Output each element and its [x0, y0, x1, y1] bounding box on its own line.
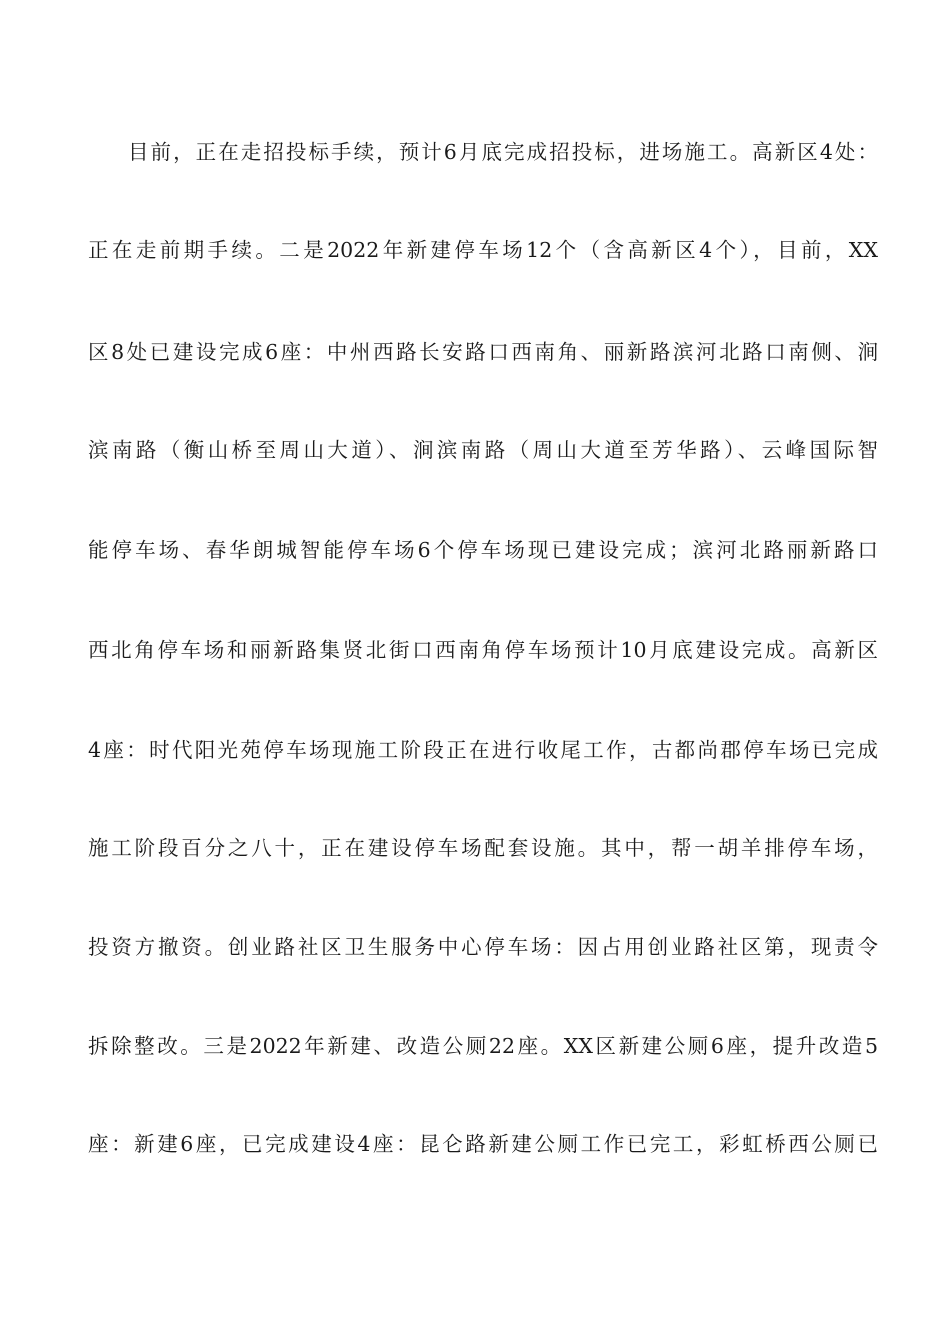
paragraph-line-5: 能停车场、春华朗城智能停车场6个停车场现已建设完成；滨河北路丽新路口 [88, 538, 878, 562]
paragraph-line-10: 拆除整改。三是2022年新建、改造公厕22座。XX区新建公厕6座，提升改造5 [88, 1034, 878, 1058]
paragraph-line-9: 投资方撤资。创业路社区卫生服务中心停车场：因占用创业路社区第，现责令 [88, 935, 878, 959]
paragraph-line-11: 座：新建6座，已完成建设4座：昆仑路新建公厕工作已完工，彩虹桥西公厕已 [88, 1132, 878, 1156]
paragraph-line-4: 滨南路（衡山桥至周山大道）、涧滨南路（周山大道至芳华路）、云峰国际智 [88, 438, 878, 462]
paragraph-line-7: 4座：时代阳光苑停车场现施工阶段正在进行收尾工作，古都尚郡停车场已完成 [88, 738, 878, 762]
paragraph-line-6: 西北角停车场和丽新路集贤北街口西南角停车场预计10月底建设完成。高新区 [88, 638, 878, 662]
paragraph-line-2: 正在走前期手续。二是2022年新建停车场12个（含高新区4个），目前，XX [88, 238, 878, 262]
paragraph-line-1: 目前，正在走招投标手续，预计6月底完成招投标，进场施工。高新区4处： [128, 140, 878, 164]
paragraph-line-8: 施工阶段百分之八十，正在建设停车场配套设施。其中，帮一胡羊排停车场， [88, 836, 878, 860]
paragraph-line-3: 区8处已建设完成6座：中州西路长安路口西南角、丽新路滨河北路口南侧、涧 [88, 340, 878, 364]
